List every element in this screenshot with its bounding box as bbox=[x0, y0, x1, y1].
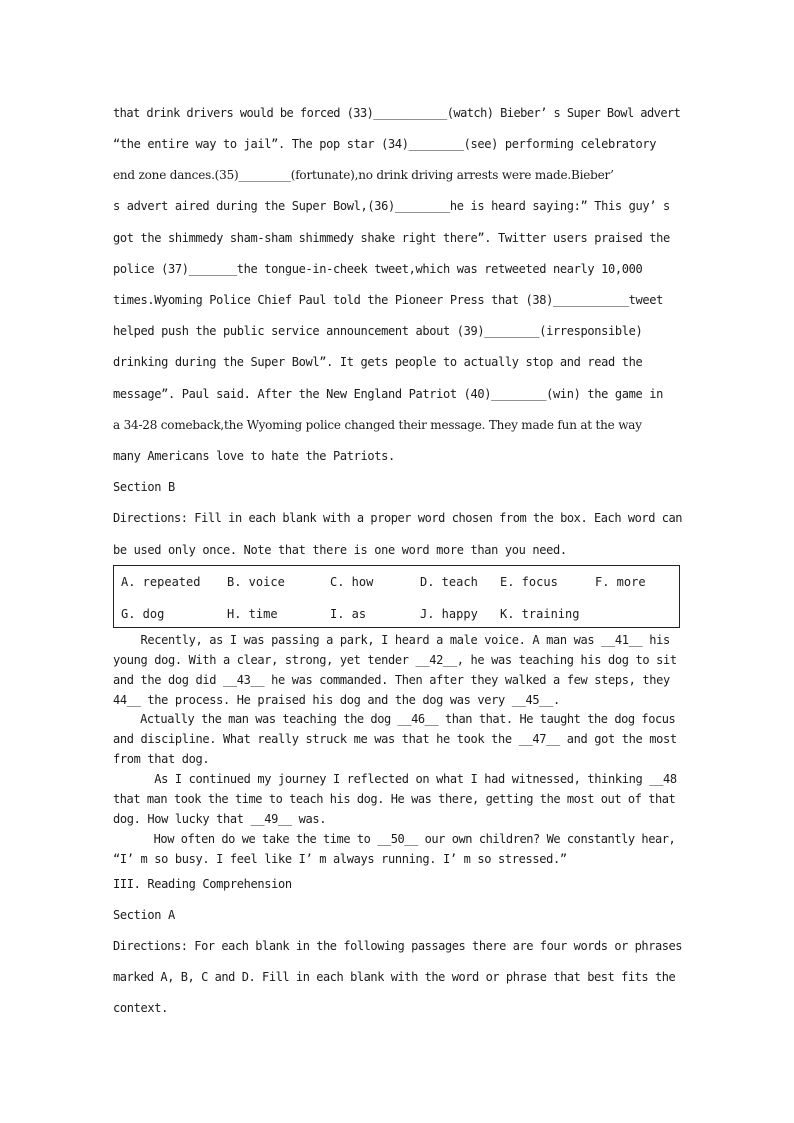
passage-line: from that dog. bbox=[113, 752, 210, 766]
directions-line: Directions: Fill in each blank with a proper word chosen from the box. Each word can bbox=[113, 511, 683, 525]
passage-line: Recently, as I was passing a park, I heard a male voice. A man was __41__ his bbox=[113, 633, 670, 647]
passage-line: message”. Paul said. After the New England Patriot (40)________(win) the game in bbox=[113, 387, 663, 401]
word-option: A. repeated bbox=[121, 575, 201, 589]
word-option: B. voice bbox=[227, 575, 285, 589]
passage-line: that man took the time to teach his dog. He was there, getting the most out of that bbox=[113, 792, 676, 806]
passage-line: and discipline. What really struck me was that he took the __47__ and got the most bbox=[113, 732, 677, 746]
passage-line: “I’ m so busy. I feel like I’ m always running. I’ m so stressed.” bbox=[113, 852, 567, 866]
word-option: H. time bbox=[227, 607, 278, 621]
passage-line: dog. How lucky that __49__ was. bbox=[113, 812, 327, 826]
passage-line: drinking during the Super Bowl”. It gets people to actually stop and read the bbox=[113, 355, 643, 369]
passage-line: and the dog did __43__ he was commanded. Then after they walked a few steps, they bbox=[113, 673, 670, 687]
word-option: I. as bbox=[330, 607, 367, 621]
passage-line: a 34-28 comeback,the Wyoming police changed their message. They made fun at the way bbox=[113, 418, 642, 432]
passage-line: 44__ the process. He praised his dog and the dog was very __45__. bbox=[113, 693, 560, 707]
passage-line: many Americans love to hate the Patriots. bbox=[113, 449, 395, 463]
word-option: G. dog bbox=[121, 607, 165, 621]
section-heading: Section B bbox=[113, 480, 175, 494]
passage-line: As I continued my journey I reflected on what I had witnessed, thinking __48 bbox=[113, 772, 677, 786]
passage-line: police (37)_______the tongue-in-cheek tweet,which was retweeted nearly 10,000 bbox=[113, 262, 643, 276]
directions-line: be used only once. Note that there is one word more than you need. bbox=[113, 543, 567, 557]
passage-line: times.Wyoming Police Chief Paul told the Pioneer Press that (38)___________tweet bbox=[113, 293, 663, 307]
word-option: K. training bbox=[500, 607, 580, 621]
passage-line: young dog. With a clear, strong, yet tender __42__, he was teaching his dog to sit bbox=[113, 653, 677, 667]
word-option: D. teach bbox=[420, 575, 478, 589]
passage-line: s advert aired during the Super Bowl,(36)________he is heard saying:” This guy’ s bbox=[113, 199, 670, 213]
passage-line: How often do we take the time to __50__ our own children? We constantly hear, bbox=[113, 832, 676, 846]
directions-line: marked A, B, C and D. Fill in each blank with the word or phrase that best fits the bbox=[113, 970, 676, 984]
directions-line: Directions: For each blank in the following passages there are four words or phrases bbox=[113, 939, 683, 953]
section-heading: III. Reading Comprehension bbox=[113, 877, 292, 891]
directions-line: context. bbox=[113, 1001, 168, 1015]
passage-line: Actually the man was teaching the dog __46__ than that. He taught the dog focus bbox=[113, 712, 676, 726]
word-option: C. how bbox=[330, 575, 374, 589]
word-option: J. happy bbox=[420, 607, 478, 621]
passage-line: got the shimmedy sham-sham shimmedy shake right there”. Twitter users praised the bbox=[113, 231, 670, 245]
passage-line: helped push the public service announcement about (39)________(irresponsible) bbox=[113, 324, 643, 338]
word-option: F. more bbox=[595, 575, 646, 589]
section-subheading: Section A bbox=[113, 908, 175, 922]
passage-line: “the entire way to jail”. The pop star (34)________(see) performing celebratory bbox=[113, 137, 657, 151]
passage-line: end zone dances.(35)_________(fortunate),no drink driving arrests were made.Bieber’ bbox=[113, 168, 614, 182]
word-option: E. focus bbox=[500, 575, 558, 589]
passage-line: that drink drivers would be forced (33)___________(watch) Bieber’ s Super Bowl advert bbox=[113, 106, 681, 120]
word-choice-box bbox=[113, 565, 680, 628]
